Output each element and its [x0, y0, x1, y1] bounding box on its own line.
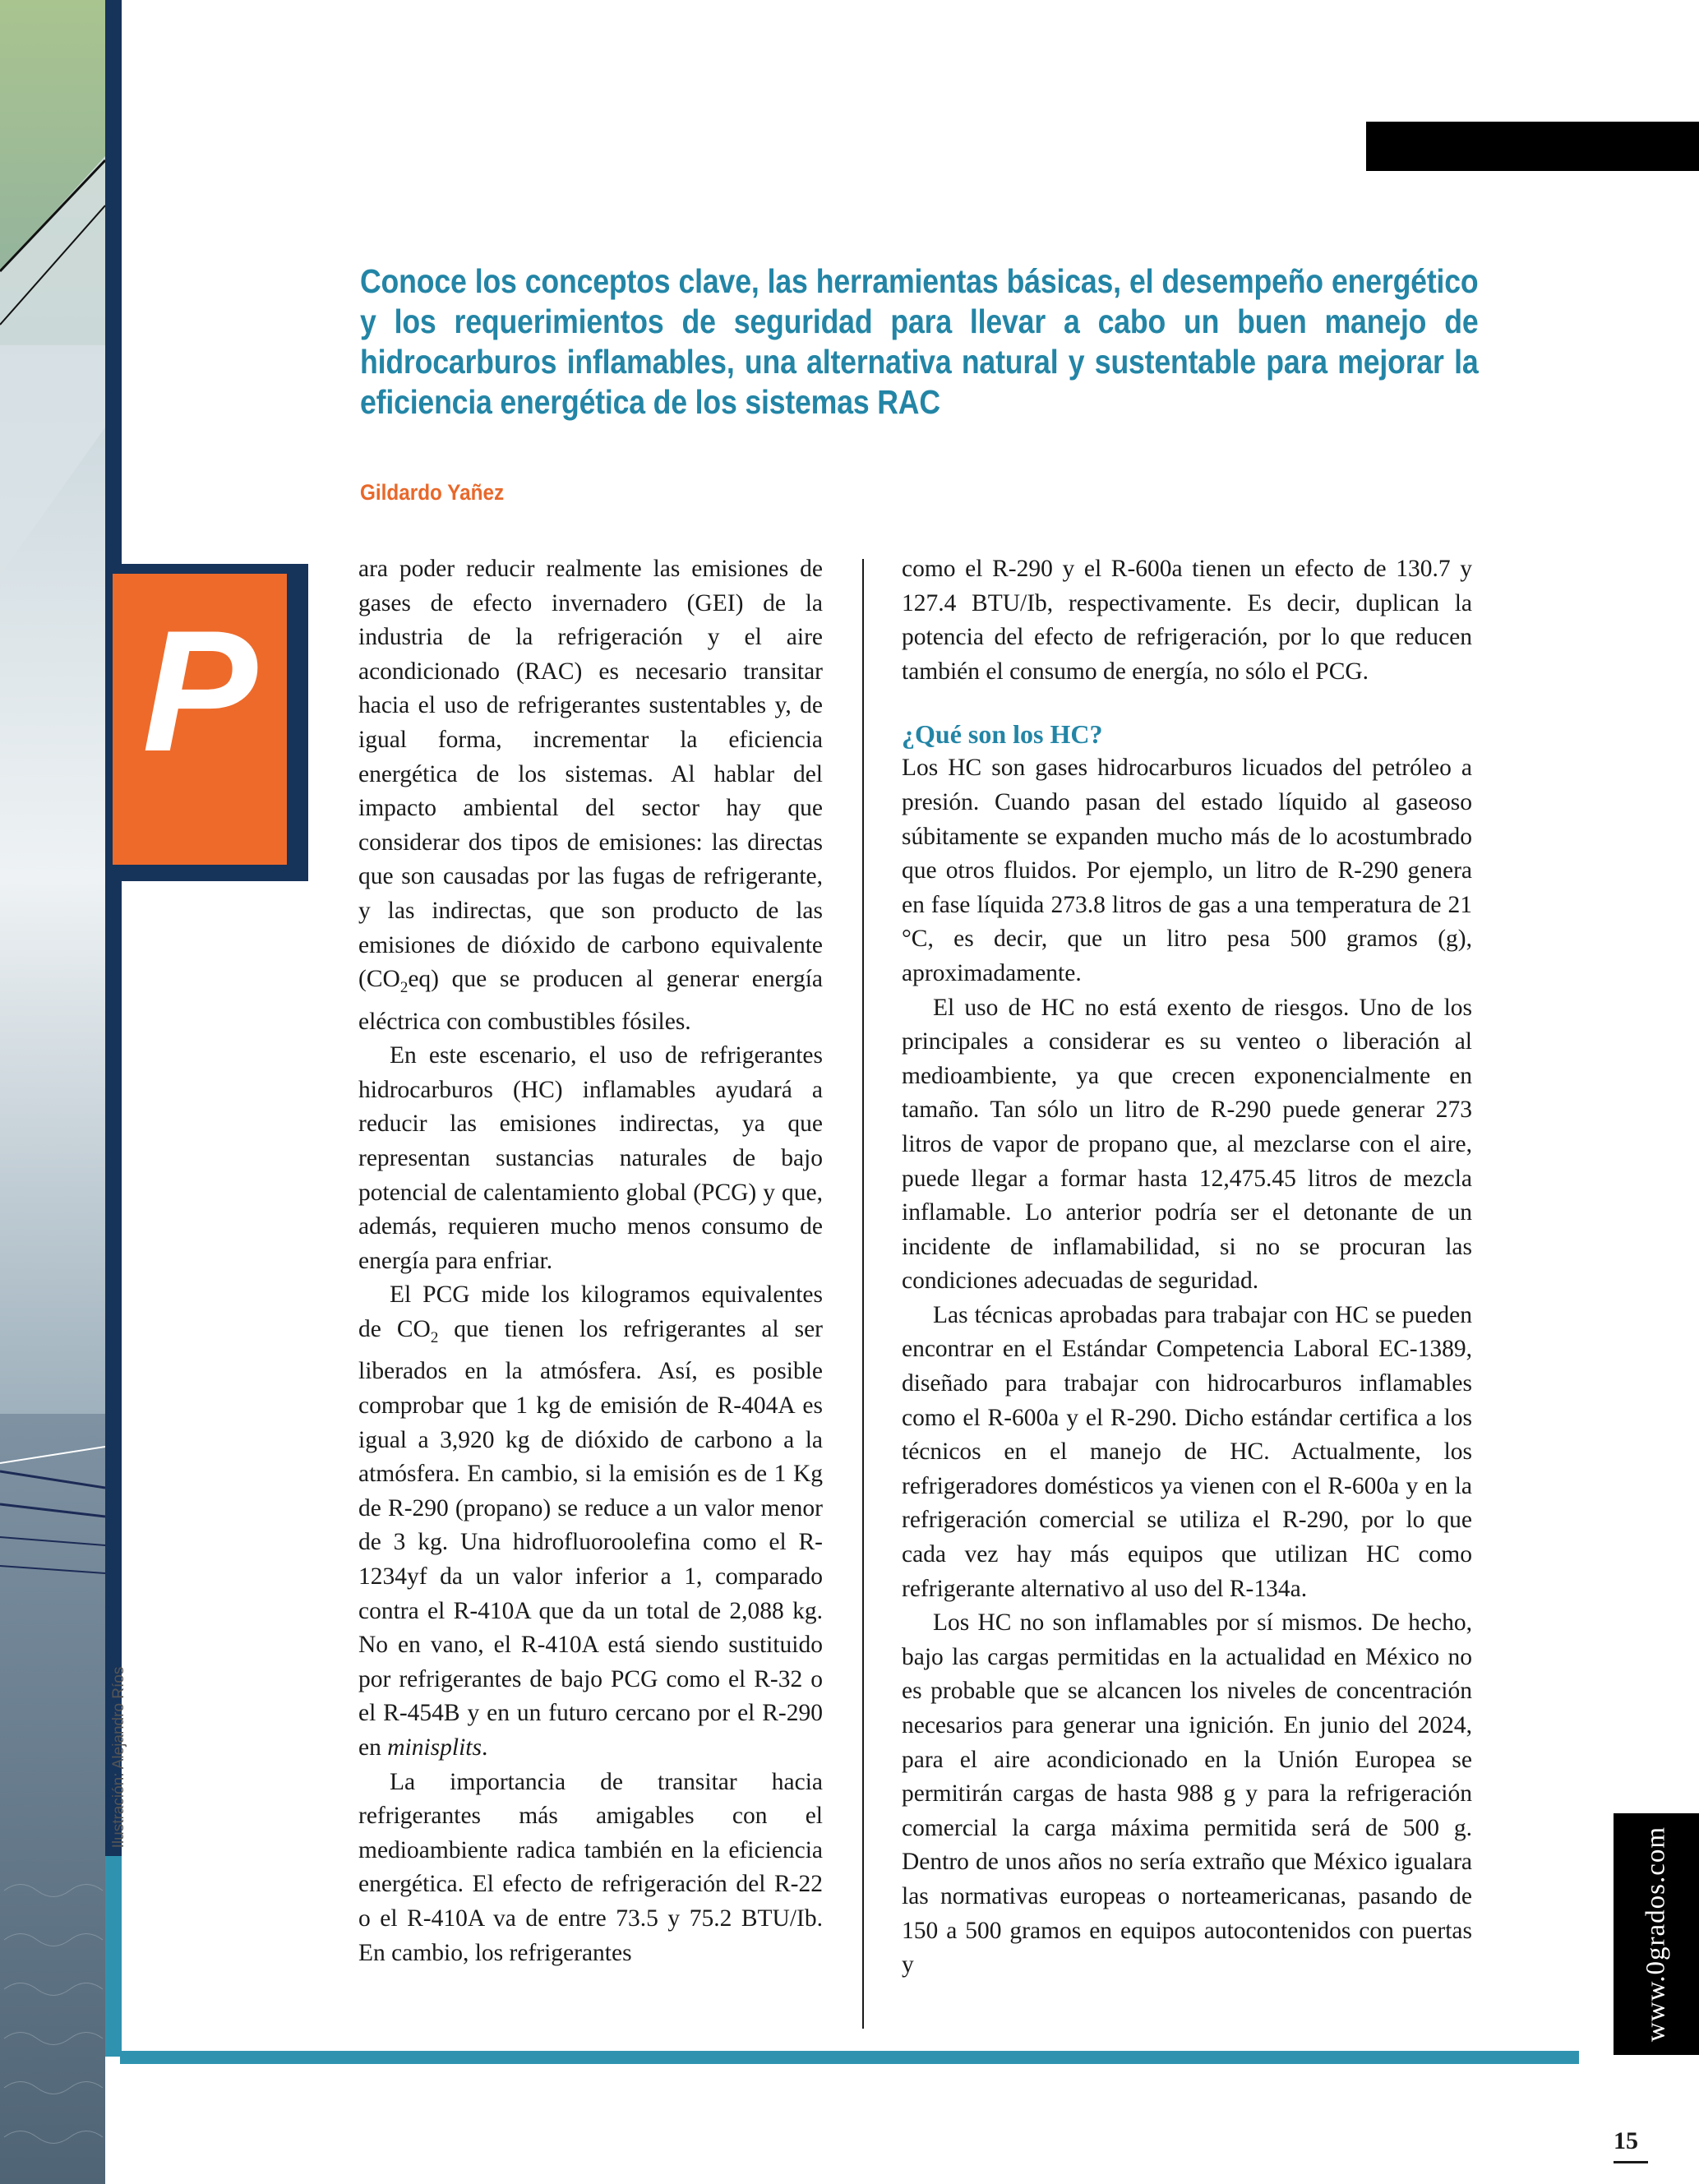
side-illustration — [0, 0, 105, 2184]
paragraph: Las técnicas aprobadas para trabajar con HC se pueden encontrar en el Estándar Competencia Laboral EC-1389, diseñado para trabajar con hidrocarburos inflamables como el R-600a y el R-290. Dicho estándar certifica a los técnicos en el manejo de HC. Actualmente, los refrigeradores domésticos ya vienen con el R-600a y en la refrigeración comercial se utiliza el R-290, por lo que cada vez hay más equipos que utilizan HC como refrigerante alternativo al uso del R-134a. — [902, 1301, 1472, 1602]
page-number-underline — [1614, 2161, 1648, 2163]
illustration-credit: Ilustración: Alejandro Ríos — [110, 1666, 127, 1849]
article-column-right — [902, 552, 1472, 1983]
paragraph: Los HC son gases hidrocarburos licuados del petróleo a presión. Cuando pasan del estado líquido al gaseoso súbitamente se expanden mucho más de lo acostumbrado que otros fluidos. Por ejemplo, un litro de R-290 genera en fase líquida 273.8 litros de gas a una temperatura de 21 °C, es decir, que un litro pesa 500 gramos (g), aproximadamente. — [902, 755, 1472, 986]
article-intro: Conoce los conceptos clave, las herramientas básicas, el desempeño energético y los requerimientos de seguridad para llevar a cabo un buen manejo de hidrocarburos inflamables, una alternativa natural y sustentable para mejorar la eficiencia energética de los sistemas RAC — [360, 262, 1479, 421]
teal-vertical-accent — [105, 1856, 122, 2057]
top-black-bar — [1366, 122, 1699, 171]
paragraph: como el R-290 y el R-600a tienen un efecto de 130.7 y 127.4 BTU/Ib, respectivamente. Es decir, duplican la potencia del efecto de refrigeración, por lo que reducen también el consumo de energía, no sólo el PCG. — [902, 556, 1472, 685]
column-divider — [862, 559, 864, 2029]
paragraph: El uso de HC no está exento de riesgos. Uno de los principales a considerar es su venteo o liberación al medioambiente, ya que crecen exponencialmente en tamaño. Tan sólo un litro de R-290 puede generar 273 litros de vapor de propano que, al mezclarse con el aire, puede llegar a formar hasta 12,475.45 litros de mezcla inflamable. Lo anterior podría ser el detonante de un incidente de inflamabilidad, si no se procuran las condiciones adecuadas de seguridad. — [902, 994, 1472, 1295]
paragraph: Los HC no son inflamables por sí mismos. De hecho, bajo las cargas permitidas en la actualidad en México no es probable que se alcancen los niveles de concentración necesarios para generar una ignición. En junio del 2024, para el aire acondicionado en la Unión Europea se permitirán cargas de hasta 988 g y para la refrigeración comercial la carga máxima permitida será de 500 g. Dentro de unos años no sería extraño que México igualara las normativas europeas o norteamericanas, pasando de 150 a 500 gramos en equipos autocontenidos con puertas y — [902, 1609, 1472, 1979]
website-url[interactable]: www.0grados.com — [1641, 1826, 1671, 2043]
section-heading: ¿Qué son los HC? — [902, 719, 1103, 750]
paragraph: La importancia de transitar hacia refrigerantes más amigables con el medioambiente radica también en la eficiencia energética. El efecto de refrigeración del R-22 o el R-410A va de entre 73.5 y 75.2 BTU/Ib. En cambio, los refrigerantes — [358, 1768, 823, 1966]
paragraph: En este escenario, el uso de refrigerantes hidrocarburos (HC) inflamables ayudará a reducir las emisiones indirectas, ya que representan sustancias naturales de bajo potencial de calentamiento global (PCG) y que, además, requieren mucho menos consumo de energía para enfriar. — [358, 1042, 823, 1274]
bottom-teal-rule — [120, 2051, 1579, 2064]
author-name: Gildardo Yañez — [360, 480, 505, 505]
navy-vertical-rule — [105, 0, 122, 1858]
article-column-left — [358, 552, 823, 1970]
paragraph: ara poder reducir realmente las emisiones de gases de efecto invernadero (GEI) de la industria de la refrigeración y el aire acondicionado (RAC) es necesario transitar hacia el uso de refrigerantes sustentables y, de igual forma, incrementar la eficiencia energética de los sistemas. Al hablar del impacto ambiental del sector hay que considerar dos tipos de emisiones: las directas que son causadas por las fugas de refrigerante, y las indirectas, que son producto de las emisiones de dióxido de carbono equivalente $(CO_2eq)$ que se producen al generar energía eléctrica con combustibles fósiles. — [358, 556, 823, 1035]
paragraph: El PCG mide los kilogramos equivalentes de $CO_2$ que tienen los refrigerantes al ser liberados en la atmósfera. Así, es posible comprobar que 1 kg de emisión de R-404A es igual a 3,920 kg de dióxido de carbono a la atmósfera. En cambio, si la emisión es de 1 Kg de R-290 (propano) se reduce a un valor menor de 3 kg. Una hidrofluoroolefina como el R-1234yf da un valor inferior a 1, comparado contra el R-410A que da un total de 2,088 kg. No en vano, el R-410A está siendo sustituido por refrigerantes de bajo PCG como el R-32 o el R-454B y en un futuro cercano por el R-290 en minisplits. — [358, 1281, 824, 1761]
page-number: 15 — [1614, 2127, 1638, 2154]
dropcap-letter: P — [141, 594, 258, 787]
